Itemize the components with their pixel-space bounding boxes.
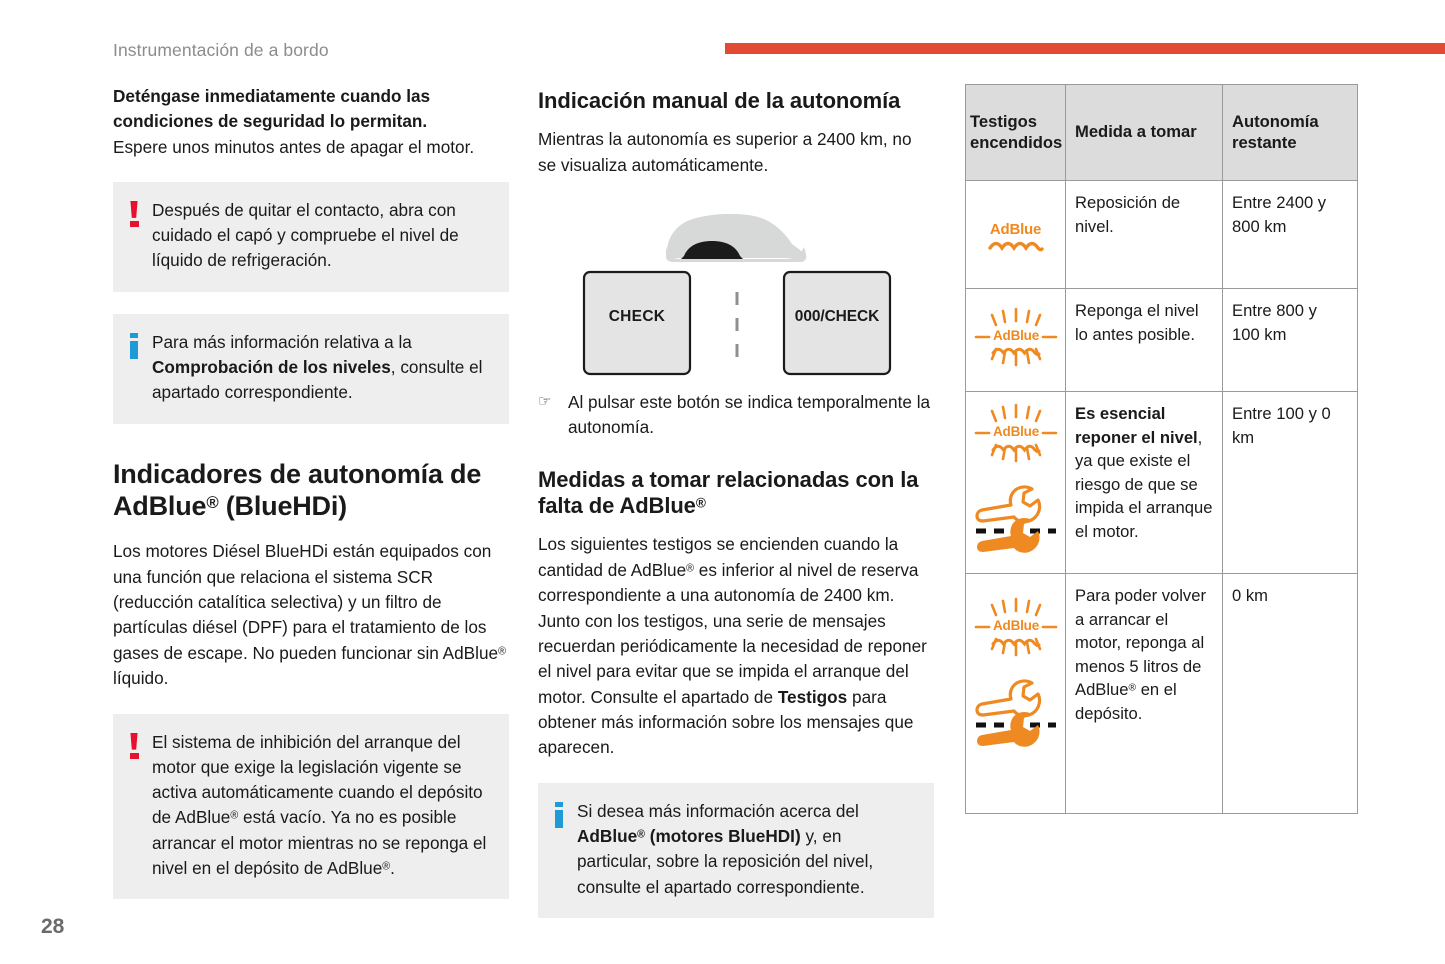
section-heading-adblue-indicators: Indicadores de autonomía de AdBlue® (BlueHDi): [113, 458, 482, 522]
measures-p2-after: para obtener más información sobre los mensajes que aparecen.: [538, 686, 914, 758]
measure-cell: Para poder volver a arrancar el motor, reponga al menos 5 litros de AdBlue® en el depósito.: [1066, 574, 1223, 814]
table-header-measure: Medida a tomar: [1066, 85, 1223, 181]
range-cell: Entre 800 y 100 km: [1223, 289, 1358, 392]
telltale-cell: [966, 574, 1066, 814]
info-callout-adblue: [538, 783, 934, 918]
table-row: [966, 392, 1358, 574]
measure-bold: Es esencial reponer el nivel: [1075, 404, 1198, 447]
info-i-icon: [129, 333, 139, 359]
measure-rest: , ya que existe el riesgo de que se impida el arranque el motor.: [1075, 427, 1213, 541]
check-buttons-diagram: [538, 200, 934, 382]
warning-callout-inhibition: [113, 714, 509, 900]
telltale-cell: [966, 289, 1066, 392]
range-cell: 0 km: [1223, 574, 1358, 814]
right-column: [965, 84, 1357, 814]
info-adblue-after: y, en particular, sobre la reposición del nivel, consulte el apartado correspondiente.: [577, 825, 874, 897]
measures-paragraph-2: [538, 609, 934, 761]
intro-bold-text: Deténgase inmediatamente cuando las condiciones de seguridad lo permitan.: [113, 86, 431, 132]
adblue-label: AdBlue: [989, 220, 1042, 238]
pointing-hand-icon: ☞: [538, 393, 552, 411]
adblue-label: AdBlue: [992, 327, 1040, 343]
adblue-blinking-icon: [970, 596, 1062, 658]
header-red-rule: [725, 43, 1445, 54]
telltale-cell: [966, 392, 1066, 574]
adblue-wave-icon: [991, 638, 1041, 648]
running-head: Instrumentación de a bordo: [113, 40, 329, 60]
table-row: [966, 289, 1358, 392]
info-i-icon: [554, 802, 564, 828]
warning-callout-text: Después de quitar el contacto, abra con cuidado el capó y compruebe el nivel de líquido de refrigeración.: [152, 199, 459, 271]
left-column: [113, 84, 509, 899]
measures-p2-before: Junto con los testigos, una serie de mensajes recuerdan periódicamente la necesidad de reponer el nivel para evitar que se impida el arranque del motor. Consulte el apartado de: [538, 610, 927, 707]
page-number: 28: [41, 915, 65, 938]
info-adblue-bold: AdBlue® (motores BlueHDI): [577, 825, 801, 846]
info-callout-levels: [113, 314, 509, 424]
warning-exclamation-icon: [129, 733, 139, 759]
manual-autonomy-paragraph: Mientras la autonomía es superior a 2400 km, no se visualiza automáticamente.: [538, 129, 912, 175]
table-row: [966, 181, 1358, 289]
info-callout-adblue-text: [577, 799, 916, 900]
warning-exclamation-icon: [129, 201, 139, 227]
measure-cell: Reposición de nivel.: [1066, 181, 1223, 289]
table-header-row: [966, 85, 1358, 181]
adblue-label: AdBlue: [992, 618, 1040, 634]
warning-callout-2-text: El sistema de inhibición del arranque del motor que exige la legislación vigente se activa automáticamente cuando el depósito de AdBlue® está vacío. Ya no es posible arrancar el motor mientras no se reponga el nivel en el depósito de AdBlue®.: [152, 731, 487, 878]
info-callout-text-bold: Comprobación de los niveles: [152, 356, 391, 377]
range-cell: Entre 100 y 0 km: [1223, 392, 1358, 574]
range-cell: Entre 2400 y 800 km: [1223, 181, 1358, 289]
adblue-blinking-icon: [970, 402, 1062, 464]
adblue-wave-icon: [988, 241, 1044, 252]
adblue-steady-icon: [988, 217, 1044, 253]
service-wrench-icon: [970, 481, 1061, 564]
table-header-telltales: Testigos encendidos: [966, 85, 1066, 181]
service-wrench-icon: [970, 675, 1061, 758]
measures-paragraph-1: Los siguientes testigos se encienden cuando la cantidad de AdBlue® es inferior al nivel de reserva correspondiente a una autonomía de 2400 km.: [538, 534, 919, 606]
intro-normal-text: Espere unos minutos antes de apagar el motor.: [113, 136, 475, 157]
middle-column: [538, 84, 934, 918]
car-silhouette-icon: [666, 214, 806, 262]
measure-cell: Reponga el nivel lo antes posible.: [1066, 289, 1223, 392]
heading-measures-adblue: Medidas a tomar relacionadas con la falta de AdBlue®: [538, 466, 919, 519]
info-adblue-before: Si desea más información acerca del: [577, 800, 859, 821]
telltale-cell: [966, 181, 1066, 289]
check-button-right-label[interactable]: 000/CHECK: [794, 308, 880, 326]
check-button-left-label[interactable]: CHECK: [608, 308, 666, 326]
adblue-wave-icon: [991, 444, 1041, 454]
heading-manual-autonomy: Indicación manual de la autonomía: [538, 88, 901, 113]
measures-p2-bold: Testigos: [777, 686, 848, 707]
adblue-blinking-icon: [970, 306, 1062, 368]
info-callout-text-after: , consulte el apartado correspondiente.: [152, 356, 483, 403]
adblue-wave-icon: [991, 347, 1041, 357]
warning-callout-coolant: [113, 182, 509, 292]
figure-bullet-text: Al pulsar este botón se indica temporalmente la autonomía.: [568, 392, 931, 438]
info-callout-text: [152, 330, 491, 406]
info-callout-text-before: Para más información relativa a la: [152, 331, 412, 352]
table-row: [966, 574, 1358, 814]
adblue-intro-paragraph: Los motores Diésel BlueHDi están equipados con una función que relaciona el sistema SCR (reducción catalítica selectiva) y un filtro de partículas diésel (DPF) para el tratamiento de los gases de escape. No pueden funcionar sin AdBlue® líquido.: [113, 541, 506, 689]
adblue-label: AdBlue: [992, 424, 1040, 439]
adblue-telltales-table: [965, 84, 1358, 814]
figure-bullet: [538, 390, 934, 441]
measure-cell: [1066, 392, 1223, 574]
table-header-range: Autonomía restante: [1223, 85, 1358, 181]
